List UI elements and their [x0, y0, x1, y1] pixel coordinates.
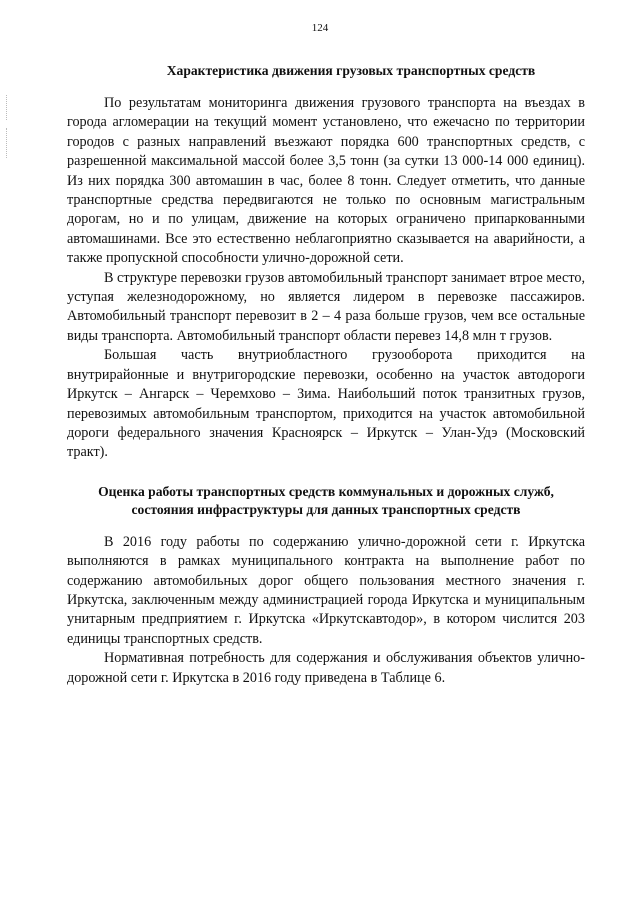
margin-binding-mark	[6, 95, 8, 120]
paragraph: Большая часть внутриобластного грузооборота приходится на внутрирайонные и внутригородские перевозки, особенно на участок автодороги Иркутск – Ангарск – Черемхово – Зима. Наибольший поток транзитных грузов, перевозимых автомобильным транспортом, приходится на участок автомобильной дороги федерального значения Красноярск – Иркутск – Улан-Удэ (Московский тракт).	[67, 347, 585, 461]
paragraph: В 2016 году работы по содержанию улично-дорожной сети г. Иркутска выполняются в рамках муниципального контракта на выполнение работ по содержанию автомобильных дорог общего пользования местного значения г. Иркутска, заключенным между администрацией города Иркутска и муниципальным унитарным предприятием г. Иркутска «Иркутскавтодор», в котором числится 203 единицы транспортных средств.	[67, 533, 585, 647]
section-body-freight	[67, 94, 585, 463]
section-body-municipal-services	[67, 533, 585, 688]
paragraph: В структуре перевозки грузов автомобильный транспорт занимает втрое место, уступая железнодорожному, но является лидером в перевозке пассажиров. Автомобильный транспорт перевозит в 2 – 4 раза больше грузов, чем все остальные виды транспорта. Автомобильный транспорт области перевез 14,8 млн т грузов.	[67, 269, 585, 344]
page-number: 124	[311, 22, 329, 34]
paragraph: По результатам мониторинга движения грузового транспорта на въездах в города агломерации на текущий момент установлено, что ежечасно по территории городов с разных направлений въезжают порядка 600 транспортных средств, с разрешенной максимальной массой более 3,5 тонн (за сутки 13 000-14 000 единиц). Из них порядка 300 автомашин в час, более 8 тонн. Следует отметить, что данные транспортные средства передвигаются не только по основным магистральным дорогам, но и по улицам, движение на которых ограничено припаркованными автомашинами. Все это естественно неблагоприятно сказывается на аварийности, а также пропускной способности улично-дорожной сети.	[67, 95, 585, 267]
section-heading-freight: Характеристика движения грузовых транспортных средств	[166, 63, 536, 78]
document-body	[67, 58, 585, 688]
paragraph: Нормативная потребность для содержания и обслуживания объектов улично-дорожной сети г. Иркутска в 2016 году приведена в Таблице 6.	[67, 650, 585, 686]
section-heading-municipal-services: Оценка работы транспортных средств коммунальных и дорожных служб, состояния инфраструктуры для данных транспортных средств	[98, 483, 554, 517]
margin-binding-mark	[6, 128, 8, 158]
